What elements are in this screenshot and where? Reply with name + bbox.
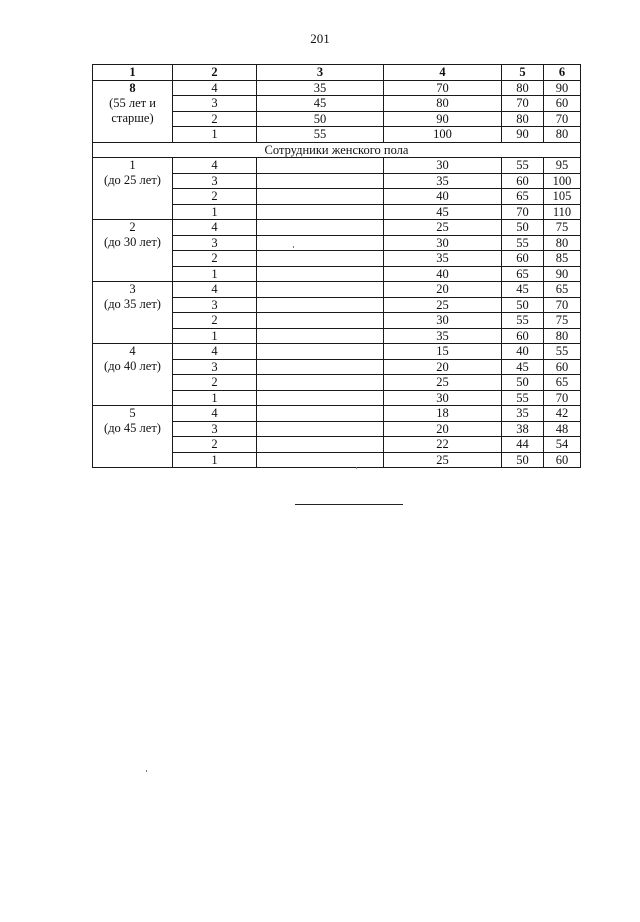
data-cell: 25 <box>384 220 502 236</box>
section-title: Сотрудники женского пола <box>93 142 581 158</box>
data-cell: 35 <box>384 328 502 344</box>
data-cell: 80 <box>544 127 581 143</box>
data-cell: 2 <box>173 375 257 391</box>
data-cell: 42 <box>544 406 581 422</box>
data-cell: 105 <box>544 189 581 205</box>
data-cell: 45 <box>257 96 384 112</box>
data-cell: 60 <box>502 173 544 189</box>
data-cell <box>257 189 384 205</box>
data-cell <box>257 344 384 360</box>
data-cell: 55 <box>544 344 581 360</box>
data-cell: 110 <box>544 204 581 220</box>
data-cell: 45 <box>384 204 502 220</box>
data-cell: 35 <box>257 80 384 96</box>
data-cell <box>257 328 384 344</box>
data-cell: 1 <box>173 204 257 220</box>
data-cell: 50 <box>502 375 544 391</box>
data-cell: 90 <box>384 111 502 127</box>
group-label: (55 лет и старше) <box>109 95 156 125</box>
data-cell: 65 <box>544 375 581 391</box>
table-row <box>93 158 581 174</box>
group-number: 8 <box>129 80 136 95</box>
data-cell: 40 <box>384 266 502 282</box>
data-cell: 25 <box>384 452 502 468</box>
data-cell: 4 <box>173 80 257 96</box>
data-cell: 1 <box>173 328 257 344</box>
data-cell: 55 <box>257 127 384 143</box>
group-cell <box>93 80 173 142</box>
group-label: (до 30 лет) <box>104 235 161 249</box>
data-cell: 60 <box>544 452 581 468</box>
data-cell: 1 <box>173 127 257 143</box>
data-cell: 60 <box>502 328 544 344</box>
data-cell <box>257 437 384 453</box>
group-cell <box>93 344 173 406</box>
data-cell: 22 <box>384 437 502 453</box>
data-cell: 30 <box>384 158 502 174</box>
data-cell: 1 <box>173 266 257 282</box>
data-cell: 4 <box>173 158 257 174</box>
data-cell: 40 <box>502 344 544 360</box>
data-cell: 1 <box>173 452 257 468</box>
end-divider-line <box>295 504 403 505</box>
data-cell: 80 <box>544 328 581 344</box>
data-cell <box>257 204 384 220</box>
group-number: 3 <box>129 282 136 296</box>
data-cell: 60 <box>502 251 544 267</box>
data-cell: 50 <box>502 220 544 236</box>
data-cell: 44 <box>502 437 544 453</box>
data-cell: 65 <box>502 266 544 282</box>
data-cell: 38 <box>502 421 544 437</box>
data-cell <box>257 235 384 251</box>
data-cell <box>257 359 384 375</box>
scan-speck <box>293 246 294 248</box>
data-cell: 30 <box>384 235 502 251</box>
table-row <box>93 406 581 422</box>
data-cell: 55 <box>502 390 544 406</box>
data-cell: 70 <box>544 297 581 313</box>
table-row <box>93 344 581 360</box>
data-cell <box>257 375 384 391</box>
data-cell: 18 <box>384 406 502 422</box>
data-cell: 15 <box>384 344 502 360</box>
data-cell: 100 <box>384 127 502 143</box>
data-cell: 30 <box>384 313 502 329</box>
data-cell <box>257 251 384 267</box>
data-cell <box>257 452 384 468</box>
data-cell: 70 <box>544 111 581 127</box>
data-cell <box>257 220 384 236</box>
data-cell: 1 <box>173 390 257 406</box>
data-cell: 2 <box>173 111 257 127</box>
data-cell: 20 <box>384 359 502 375</box>
data-cell <box>257 390 384 406</box>
data-cell: 45 <box>502 282 544 298</box>
group-number: 2 <box>129 220 136 234</box>
table-row <box>93 220 581 236</box>
data-cell: 4 <box>173 344 257 360</box>
data-cell: 90 <box>544 80 581 96</box>
data-cell: 65 <box>544 282 581 298</box>
data-cell <box>257 406 384 422</box>
group-cell <box>93 158 173 220</box>
data-cell: 4 <box>173 220 257 236</box>
data-cell: 80 <box>502 80 544 96</box>
data-cell: 2 <box>173 437 257 453</box>
data-cell: 65 <box>502 189 544 205</box>
data-cell: 55 <box>502 158 544 174</box>
data-cell: 48 <box>544 421 581 437</box>
header-cell-5: 5 <box>502 65 544 81</box>
data-cell: 80 <box>502 111 544 127</box>
data-cell: 45 <box>502 359 544 375</box>
data-cell: 70 <box>384 80 502 96</box>
data-cell: 80 <box>384 96 502 112</box>
data-cell: 4 <box>173 406 257 422</box>
group-cell <box>93 406 173 468</box>
data-cell: 70 <box>544 390 581 406</box>
data-cell <box>257 421 384 437</box>
data-cell <box>257 282 384 298</box>
data-cell: 90 <box>544 266 581 282</box>
data-cell: 25 <box>384 297 502 313</box>
header-cell-2: 2 <box>173 65 257 81</box>
data-cell: 75 <box>544 313 581 329</box>
group-cell <box>93 282 173 344</box>
data-cell: 75 <box>544 220 581 236</box>
group-label: (до 35 лет) <box>104 297 161 311</box>
data-cell: 55 <box>502 235 544 251</box>
data-cell: 70 <box>502 96 544 112</box>
data-cell: 2 <box>173 251 257 267</box>
data-cell: 20 <box>384 282 502 298</box>
data-cell: 3 <box>173 235 257 251</box>
data-cell: 60 <box>544 359 581 375</box>
data-cell: 40 <box>384 189 502 205</box>
data-cell: 35 <box>502 406 544 422</box>
data-cell: 60 <box>544 96 581 112</box>
header-cell-6: 6 <box>544 65 581 81</box>
data-cell: 85 <box>544 251 581 267</box>
scan-speck <box>146 770 147 772</box>
data-cell: 3 <box>173 421 257 437</box>
data-cell: 50 <box>257 111 384 127</box>
data-cell: 3 <box>173 96 257 112</box>
data-cell: 2 <box>173 189 257 205</box>
data-cell: 20 <box>384 421 502 437</box>
table-row <box>93 80 581 96</box>
data-cell: 80 <box>544 235 581 251</box>
norms-table <box>92 64 581 468</box>
group-label: (до 25 лет) <box>104 173 161 187</box>
data-cell: 55 <box>502 313 544 329</box>
page-number: 201 <box>310 31 330 46</box>
data-cell: 30 <box>384 390 502 406</box>
group-number: 4 <box>129 344 136 358</box>
group-number: 1 <box>129 158 136 172</box>
section-row <box>93 142 581 158</box>
data-cell: 90 <box>502 127 544 143</box>
data-cell: 54 <box>544 437 581 453</box>
data-cell: 2 <box>173 313 257 329</box>
data-cell <box>257 313 384 329</box>
data-cell: 4 <box>173 282 257 298</box>
table-body <box>93 80 581 468</box>
scan-speck <box>356 467 357 469</box>
data-cell: 3 <box>173 297 257 313</box>
data-cell: 100 <box>544 173 581 189</box>
data-cell: 25 <box>384 375 502 391</box>
data-cell: 50 <box>502 452 544 468</box>
data-cell <box>257 158 384 174</box>
group-label: (до 40 лет) <box>104 359 161 373</box>
data-cell: 3 <box>173 359 257 375</box>
data-cell <box>257 266 384 282</box>
data-cell: 95 <box>544 158 581 174</box>
group-number: 5 <box>129 406 136 420</box>
header-cell-1: 1 <box>93 65 173 81</box>
data-cell: 70 <box>502 204 544 220</box>
group-cell <box>93 220 173 282</box>
group-label: (до 45 лет) <box>104 421 161 435</box>
data-cell: 50 <box>502 297 544 313</box>
header-cell-3: 3 <box>257 65 384 81</box>
header-row <box>93 65 581 81</box>
header-cell-4: 4 <box>384 65 502 81</box>
data-cell <box>257 173 384 189</box>
data-cell: 35 <box>384 173 502 189</box>
data-cell: 35 <box>384 251 502 267</box>
table-row <box>93 282 581 298</box>
data-cell: 3 <box>173 173 257 189</box>
data-cell <box>257 297 384 313</box>
